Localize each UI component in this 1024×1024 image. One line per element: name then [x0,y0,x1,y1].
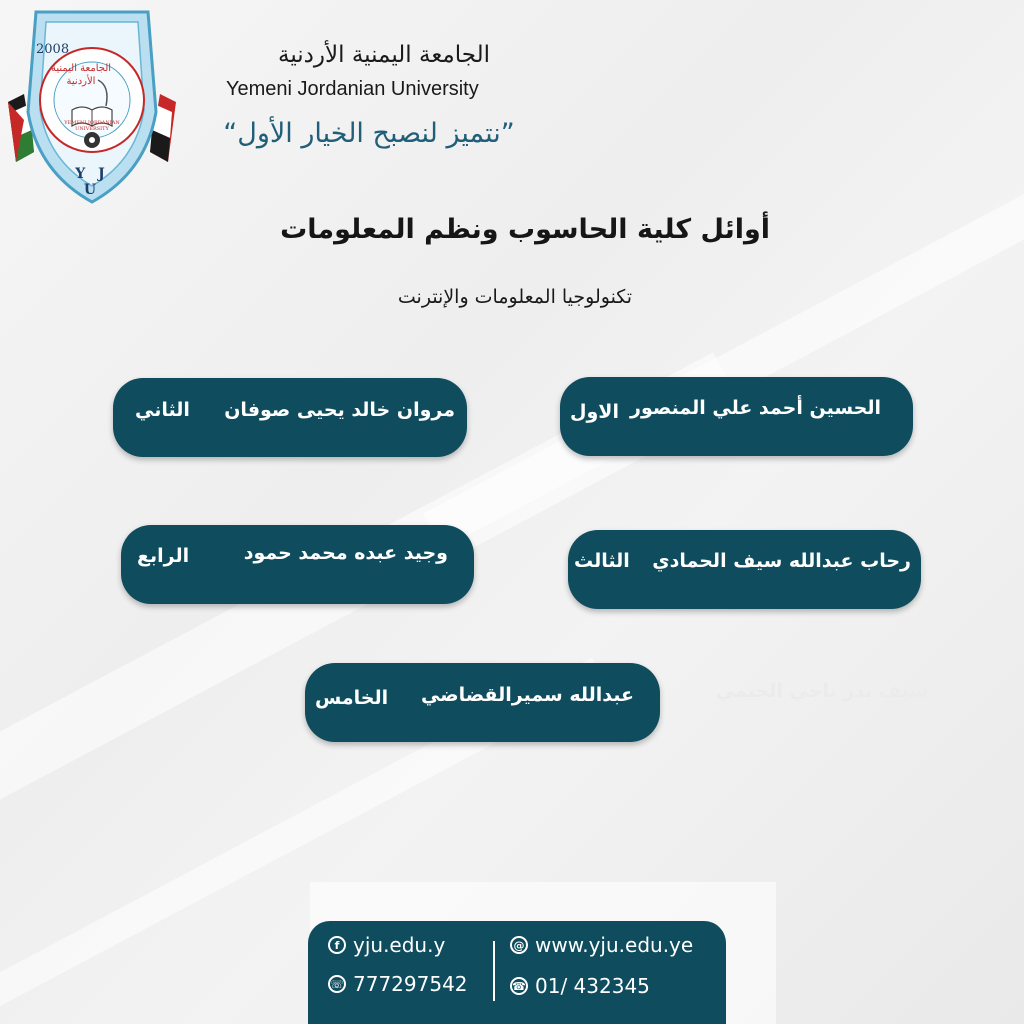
university-name-arabic: الجامعة اليمنية الأردنية [278,42,490,68]
rank-label: الاول [570,401,619,423]
rank-label: الثالث [574,550,630,572]
student-name: عبدالله سميرالقضاضي [420,684,634,706]
department-name: تكنولوجيا المعلومات والإنترنت [397,286,633,308]
logo-arabic-name: الجامعة اليمنية الأردنية [50,63,112,87]
university-name-english: Yemeni Jordanian University [226,78,479,100]
university-logo [6,2,178,208]
rank-label: الثاني [135,399,190,421]
student-name: الحسين أحمد علي المنصور [630,397,881,419]
background-streak [423,91,1024,549]
contact-footer [308,921,726,1024]
website-contact[interactable] [510,933,693,957]
rank-label: الرابع [137,545,190,567]
footer-divider [493,941,495,1001]
rank-card-third [568,530,921,609]
phone-icon: ☎ [510,977,528,995]
whatsapp-icon: ☏ [328,975,346,993]
student-name: وجيد عبده محمد حمود [243,542,448,564]
faded-student-name: سيف بدر ناجي الحيمي [715,680,928,702]
facebook-contact[interactable] [328,933,445,957]
website-url: www.yju.edu.ye [535,933,694,957]
student-name: رحاب عبدالله سيف الحمادي [652,550,911,572]
whatsapp-number: 777297542 [353,972,468,996]
phone-contact[interactable] [510,974,650,998]
logo-english-ring: YEMENI JORDANIAN UNIVERSITY [64,120,120,132]
web-icon: @ [510,936,528,954]
rank-label: الخامس [315,687,389,709]
facebook-handle: yju.edu.y [353,933,446,957]
student-name: مروان خالد يحيى صوفان [224,399,455,421]
phone-number: 01/ 432345 [535,974,650,998]
whatsapp-contact[interactable] [328,972,468,996]
rank-card-second [113,378,467,457]
logo-year: 2008 [36,42,70,57]
rank-card-fifth [305,663,660,742]
facebook-icon: f [328,936,346,954]
rank-card-first [560,377,913,456]
slogan: ”نتميز لنصبح الخيار الأول“ [223,118,515,149]
logo-initials: Y J U [75,166,109,198]
rank-card-fourth [121,525,474,604]
page-title: أوائل كلية الحاسوب ونظم المعلومات [280,214,770,245]
